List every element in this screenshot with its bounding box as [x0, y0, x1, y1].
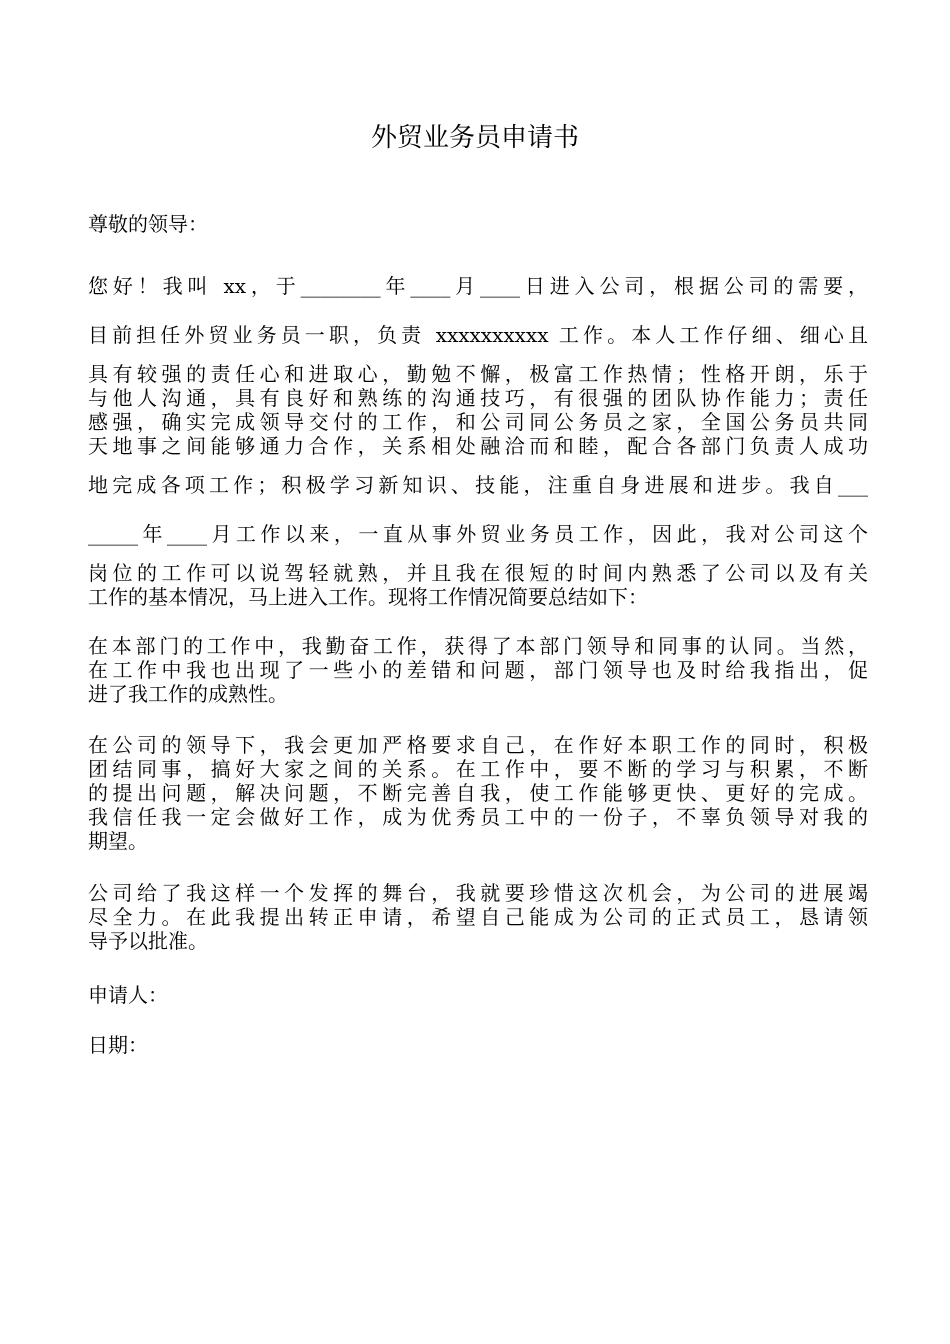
body-line-15: 团结同事，搞好大家之间的关系。在工作中，要不断的学习与积累，不断 [88, 757, 868, 781]
body-line-8: _____年____月工作以来，一直从事外贸业务员工作，因此，我对公司这个 [88, 522, 868, 546]
body-line-10: 工作的基本情况，马上进入工作。现将工作情况简要总结如下： [88, 585, 648, 609]
date-label: 日期： [88, 1033, 148, 1057]
salutation: 尊敬的领导： [88, 212, 208, 236]
body-line-3: 具有较强的责任心和进取心，勤勉不懈，极富工作热情；性格开朗，乐于 [88, 362, 868, 386]
body-line-12: 在工作中我也出现了一些小的差错和问题，部门领导也及时给我指出，促 [88, 658, 868, 682]
body-line-11: 在本部门的工作中，我勤奋工作，获得了本部门领导和同事的认同。当然， [88, 634, 868, 658]
body-line-6: 天地事之间能够通力合作，关系相处融洽而和睦，配合各部门负责人成功 [88, 434, 868, 458]
body-line-9: 岗位的工作可以说驾轻就熟，并且我在很短的时间内熟悉了公司以及有关 [88, 561, 868, 585]
body-line-14: 在公司的领导下，我会更加严格要求自己，在作好本职工作的同时，积极 [88, 733, 868, 757]
body-line-2: 目前担任外贸业务员一职，负责 xxxxxxxxxx 工作。本人工作仔细、细心且 [88, 323, 868, 347]
body-line-1: 您好！我叫 xx，于________年____月____日进入公司，根据公司的需要， [88, 274, 868, 298]
body-line-7: 地完成各项工作；积极学习新知识、技能，注重自身进展和进步。我自___ [88, 473, 868, 497]
body-line-13: 进了我工作的成熟性。 [88, 682, 288, 706]
body-line-18: 期望。 [88, 829, 148, 853]
body-line-19: 公司给了我这样一个发挥的舞台，我就要珍惜这次机会，为公司的进展竭 [88, 881, 868, 905]
body-line-21: 导予以批准。 [88, 929, 208, 953]
body-line-4: 与他人沟通，具有良好和熟练的沟通技巧，有很强的团队协作能力；责任 [88, 386, 868, 410]
body-line-16: 的提出问题，解决问题，不断完善自我，使工作能够更快、更好的完成。 [88, 781, 868, 805]
body-line-20: 尽全力。在此我提出转正申请，希望自己能成为公司的正式员工，恳请领 [88, 905, 868, 929]
applicant-label: 申请人： [88, 983, 168, 1007]
body-line-17: 我信任我一定会做好工作，成为优秀员工中的一份子，不辜负领导对我的 [88, 805, 868, 829]
body-line-5: 感强，确实完成领导交付的工作，和公司同公务员之家，全国公务员共同 [88, 410, 868, 434]
document-title: 外贸业务员申请书 [370, 123, 579, 153]
